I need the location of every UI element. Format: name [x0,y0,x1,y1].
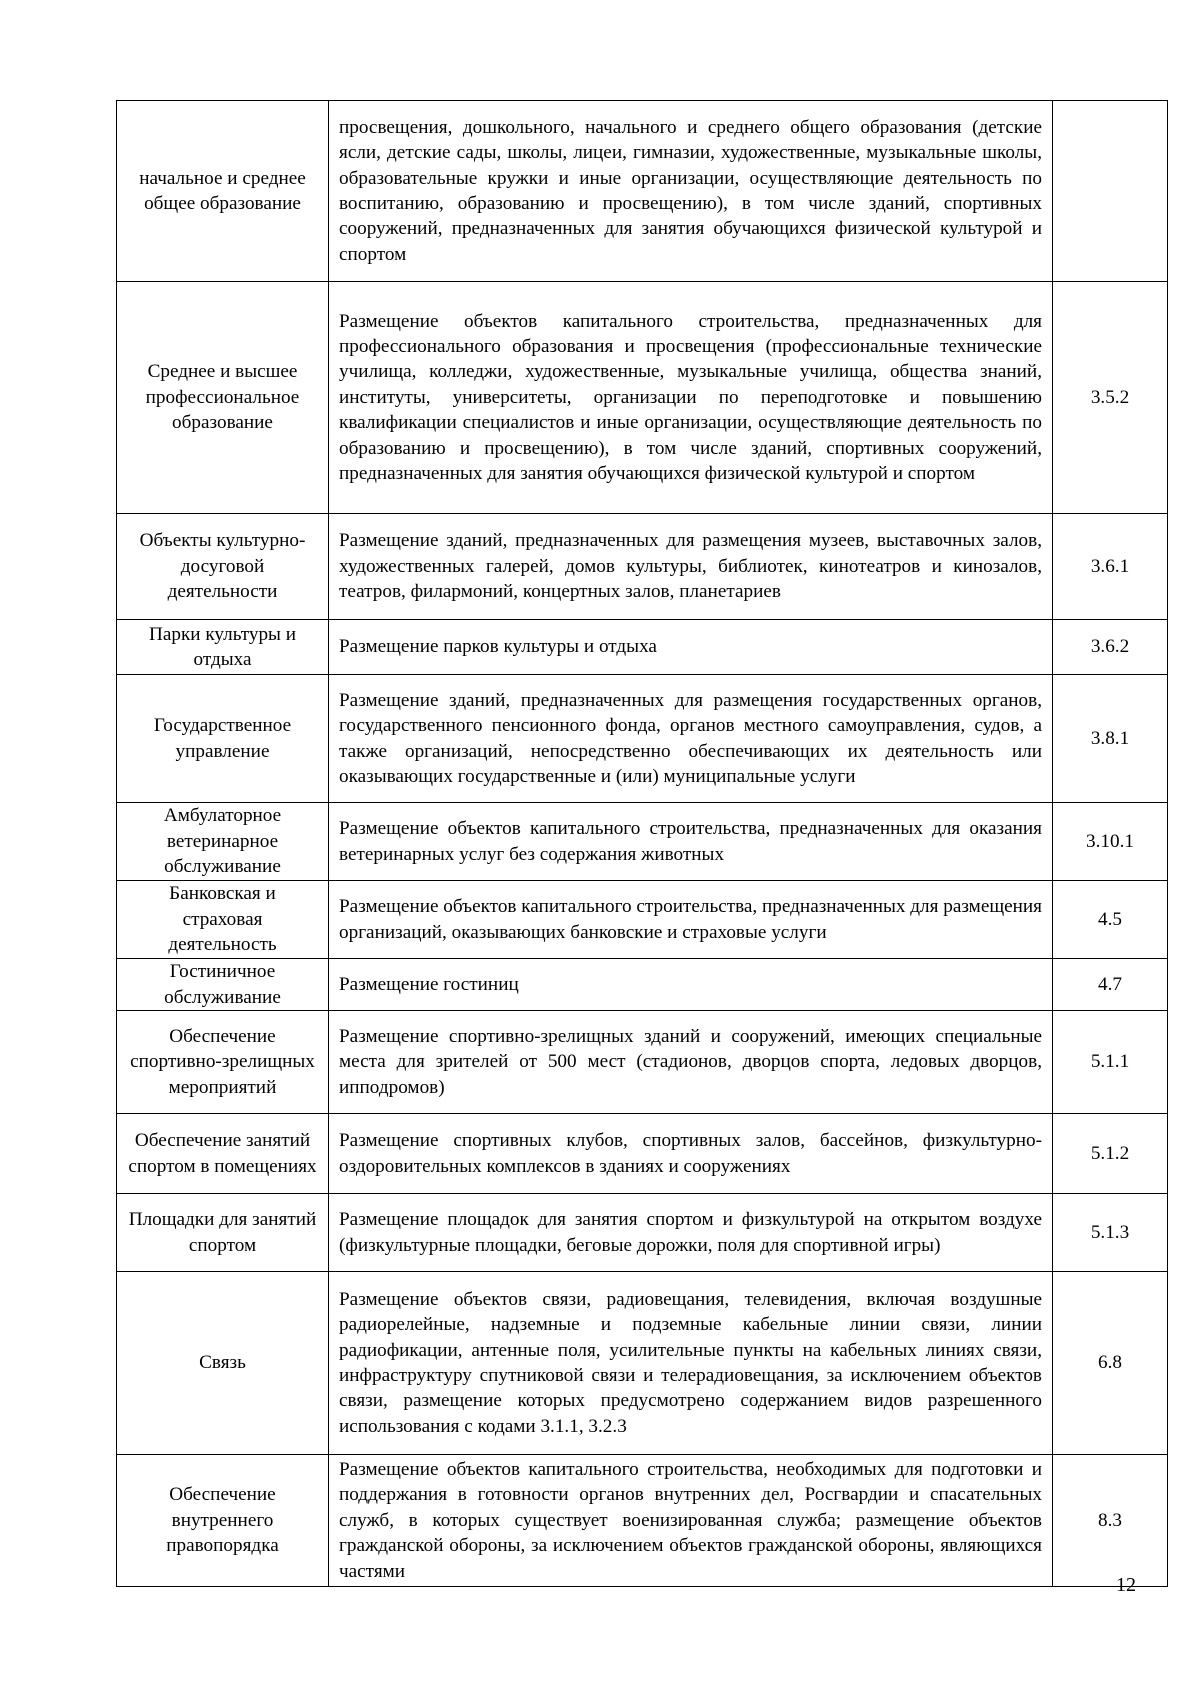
table-row [117,514,1168,620]
use-code: 8.3 [1053,1455,1168,1587]
use-description: Размещение объектов связи, радиовещания, телевидения, включая воздушные радиорелейные, надземные и подземные кабельные линии связи, линии радиофикации, антенные поля, усилительные пункты на кабельных линиях связи, инфраструктуру спутниковой связи и телерадиовещания, за исключением объектов связи, размещение которых предусмотрено содержанием видов разрешенного использования с кодами 3.1.1, 3.2.3 [329,1272,1053,1455]
use-description: Размещение объектов капитального строительства, предназначенных для оказания ветеринарных услуг без содержания животных [329,803,1053,881]
use-description: просвещения, дошкольного, начального и среднего общего образования (детские ясли, детские сады, школы, лицеи, гимназии, художественные, музыкальные школы, образовательные кружки и иные организации, осуществляющие деятельность по воспитанию, образованию и просвещению), в том числе зданий, спортивных сооружений, предназначенных для занятия обучающихся физической культурой и спортом [329,101,1053,282]
table-row [117,881,1168,959]
use-code: 5.1.3 [1053,1194,1168,1272]
use-description: Размещение зданий, предназначенных для размещения государственных органов, государственного пенсионного фонда, органов местного самоуправления, судов, а также организаций, непосредственно обеспечивающих их деятельность или оказывающих государственные и (или) муниципальные услуги [329,675,1053,803]
use-type-name: Амбулаторное ветеринарное обслуживание [117,803,329,881]
table-row [117,1194,1168,1272]
use-description: Размещение площадок для занятия спортом и физкультурой на открытом воздухе (физкультурные площадки, беговые дорожки, поля для спортивной игры) [329,1194,1053,1272]
use-type-name: Обеспечение занятий спортом в помещениях [117,1114,329,1194]
use-description: Размещение спортивно-зрелищных зданий и сооружений, имеющих специальные места для зрителей от 500 мест (стадионов, дворцов спорта, ледовых дворцов, ипподромов) [329,1011,1053,1114]
use-type-name: Обеспечение спортивно-зрелищных мероприятий [117,1011,329,1114]
use-code: 6.8 [1053,1272,1168,1455]
use-type-name: Государственное управление [117,675,329,803]
use-description: Размещение спортивных клубов, спортивных залов, бассейнов, физкультурно-оздоровительных комплексов в зданиях и сооружениях [329,1114,1053,1194]
use-description: Размещение парков культуры и отдыха [329,620,1053,675]
use-code: 3.6.2 [1053,620,1168,675]
use-code: 5.1.2 [1053,1114,1168,1194]
table-row [117,959,1168,1011]
use-code: 3.5.2 [1053,282,1168,514]
use-code: 4.7 [1053,959,1168,1011]
use-type-name: Обеспечение внутреннего правопорядка [117,1455,329,1587]
use-type-name: Банковская и страховая деятельность [117,881,329,959]
page-number: 12 [1116,1574,1136,1596]
table-row [117,1455,1168,1587]
use-code: 5.1.1 [1053,1011,1168,1114]
table-row [117,101,1168,282]
use-type-name: Связь [117,1272,329,1455]
use-type-name: Объекты культурно-досуговой деятельности [117,514,329,620]
use-description: Размещение объектов капитального строительства, предназначенных для размещения организаций, оказывающих банковские и страховые услуги [329,881,1053,959]
use-code: 3.6.1 [1053,514,1168,620]
use-type-name: начальное и среднее общее образование [117,101,329,282]
use-type-name: Парки культуры и отдыха [117,620,329,675]
use-description: Размещение объектов капитального строительства, необходимых для подготовки и поддержания в готовности органов внутренних дел, Росгвардии и спасательных служб, в которых существует военизированная служба; размещение объектов гражданской обороны, за исключением объектов гражданской обороны, являющихся частями [329,1455,1053,1587]
use-type-name: Среднее и высшее профессиональное образование [117,282,329,514]
table-row [117,803,1168,881]
use-code: 3.8.1 [1053,675,1168,803]
table-row [117,1272,1168,1455]
land-use-table [116,100,1168,1587]
use-description: Размещение объектов капитального строительства, предназначенных для профессионального образования и просвещения (профессиональные технические училища, колледжи, художественные, музыкальные училища, общества знаний, институты, университеты, организации по переподготовке и повышению квалификации специалистов и иные организации, осуществляющие деятельность по образованию и просвещению), в том числе зданий, спортивных сооружений, предназначенных для занятия обучающихся физической культурой и спортом [329,282,1053,514]
use-type-name: Площадки для занятий спортом [117,1194,329,1272]
use-description: Размещение зданий, предназначенных для размещения музеев, выставочных залов, художественных галерей, домов культуры, библиотек, кинотеатров и кинозалов, театров, филармоний, концертных залов, планетариев [329,514,1053,620]
table-row [117,675,1168,803]
use-code [1053,101,1168,282]
use-description: Размещение гостиниц [329,959,1053,1011]
use-code: 4.5 [1053,881,1168,959]
table-row [117,1011,1168,1114]
use-code: 3.10.1 [1053,803,1168,881]
table-row [117,1114,1168,1194]
table-row [117,282,1168,514]
use-type-name: Гостиничное обслуживание [117,959,329,1011]
table-row [117,620,1168,675]
